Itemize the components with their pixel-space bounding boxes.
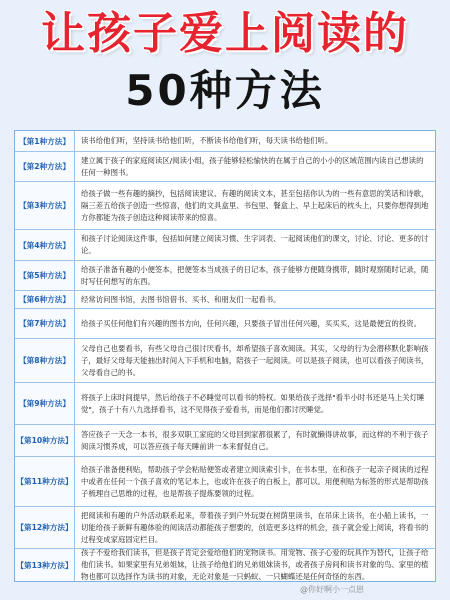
method-label: 【第2种方法】 [15,152,75,181]
method-row-12 [15,507,435,549]
method-row-5 [15,261,435,291]
method-text: 给孩子买任何他们有兴趣的图书方向，任何兴趣，只要孩子冒出任何兴趣，买买买，这是最便宜的投资。 [81,318,421,328]
method-text: 孩子不爱给我们读书，但是孩子肯定会爱给他们的宠物读书。用宠物、孩子心爱的玩具作为替代，让孩子给他们读书。如果家里有兄弟姐妹，让孩子给他们的兄弟姐妹读书，或者孩子房间和读书对象的鸟、家里的植物也都可以选择作为读书的对象，无论对象是一只蚂蚁、一只蝴蝶还是任何奇怪的东西。 [81,549,429,581]
method-row-13 [15,549,435,581]
method-text: 给孩子准备有趣的小便签本，把便签本当成孩子的日记本，孩子能够方便随身携带，随时观察随时记录，随时写任何想写的东西。 [81,264,429,286]
method-row-8 [15,339,435,383]
method-text: 答应孩子一天念一本书，很多双职工家庭的父母回到家都很累了，有时就懒得讲故事，而这样的不利于孩子阅读习惯养成，可以答应孩子每天睡前讲一本来督促自己。 [81,429,429,451]
method-row-9 [15,383,435,425]
method-text: 建立属于孩子的家庭阅读区/阅读小组，孩子能够轻松愉快的在属于自己的小小的区域范围内读自己想读的任何一种图书。 [81,155,424,177]
method-label: 【第10种方法】 [15,425,75,456]
method-text: 将孩子上床时间提早，然后给孩子不必睡觉可以看书的特权。如果给孩子选择"看半小时书还是马上关灯睡觉"，孩子十有八九选择看书，这不见得孩子爱看书，而是他们都讨厌睡觉。 [81,392,425,414]
page-title: 让孩子爱上阅读的 [41,8,409,59]
page-subtitle: 50种方法 [125,66,325,115]
method-row-7 [15,309,435,339]
method-label: 【第8种方法】 [15,339,75,382]
method-row-4 [15,230,435,261]
method-label: 【第11种方法】 [15,457,75,506]
method-row-11 [15,457,435,507]
method-text: 读书给他们听，坚持读书给他们听，不断读书给他们听，每天读书给他们听。 [81,136,333,145]
method-text: 给孩子准备便利贴，帮助孩子学会粘贴便签或者建立阅读索引卡，在书本里，在和孩子一起亲子阅读的过程中或者在任何一个孩子喜欢的笔记本上，也或许在孩子的白板上，都可以。用便利贴为标签的形式是帮助孩子梳理自己思维的过程，也是帮孩子提炼要领的过程。 [81,464,429,498]
method-label: 【第5种方法】 [15,261,75,290]
method-label: 【第1种方法】 [15,131,75,151]
method-row-6 [15,291,435,309]
method-label: 【第12种方法】 [15,507,75,548]
method-row-1 [15,131,435,152]
method-text: 父母自己也要看书，有些父母自己很讨厌看书，却希望孩子喜欢阅读。其实，父母的行为会潜移默化影响孩子，最好父母每天能抽出时间入下手机和电脑，陪孩子一起阅读。可以是孩子阅读，也可以看孩子阅读书，父母看自己的书。 [81,343,429,377]
method-label: 【第9种方法】 [15,383,75,424]
methods-table [14,130,436,582]
method-label: 【第3种方法】 [15,182,75,229]
method-label: 【第6种方法】 [15,291,75,308]
method-row-10 [15,425,435,457]
watermark: @你好啊小一点崽 [300,585,364,594]
method-label: 【第4种方法】 [15,230,75,260]
method-text: 给孩子做一些有趣的摘抄，包括阅读建议、有趣的阅读文本，甚至包括你认为的一些有意思的笑话和诗歌，隔三差五给孩子创造一些惊喜，他们的文具盒里、书包里、餐盒上、早上起床后的枕头上，只要你想得到地方你都能为孩子创造这种阅读带来的惊喜。 [81,188,429,222]
method-text: 经常访问图书馆，去图书馆借书、买书、和朋友们一起看书。 [81,294,281,304]
method-label: 【第7种方法】 [15,309,75,338]
method-label: 【第13种方法】 [15,549,75,581]
method-row-3 [15,182,435,230]
method-row-2 [15,152,435,182]
method-text: 把阅读和有趣的户外活动联系起来，带着孩子到户外玩耍在树荫里读书，在吊床上读书，在小船上读书，一切能给孩子新鲜有趣体验的阅读活动都能孩子想要的，创造更多这样的机会，孩子就会爱上阅读，将看书的过程变成家庭固定栏目。 [81,510,429,544]
method-text: 和孩子讨论阅读这件事，包括如何建立阅读习惯、生字词表、一起阅读他们的课文，讨论、讨论、更多的讨论。 [81,234,429,255]
